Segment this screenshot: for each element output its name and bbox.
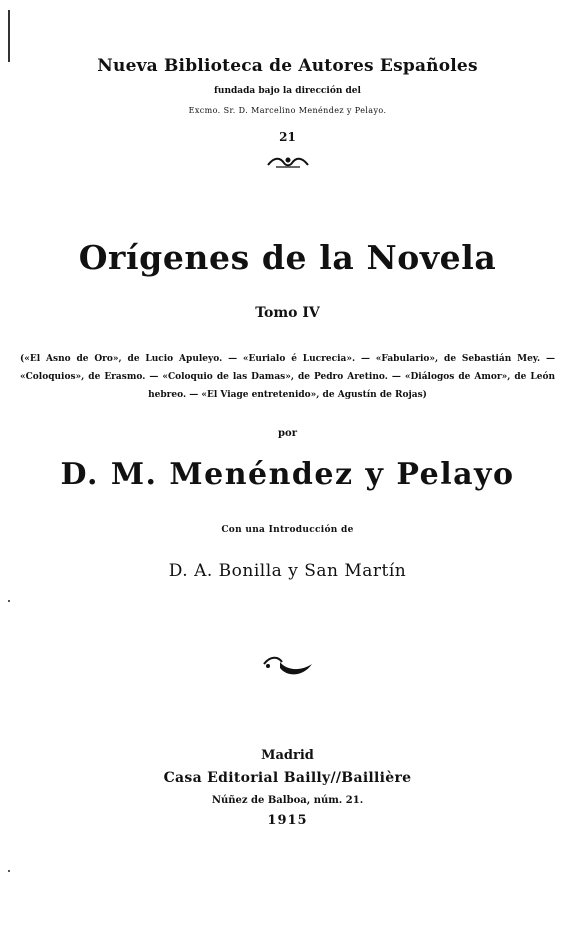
book-title: Orígenes de la Novela [78,238,497,277]
by-label: por [278,428,297,439]
margin-mark [8,10,10,62]
editor-name: D. A. Bonilla y San Martín [168,561,407,581]
imprint-city: Madrid [261,748,314,763]
margin-speck [8,600,10,602]
author-name: D. M. Menéndez y Pelayo [60,457,515,492]
volume-label: Tomo IV [255,305,320,321]
imprint-address: Núñez de Balboa, núm. 21. [211,795,364,806]
imprint-year: 1915 [267,813,308,828]
series-title: Nueva Biblioteca de Autores Españoles [97,56,478,76]
series-number: 21 [279,130,296,144]
series-subtitle: fundada bajo la dirección del [214,86,361,96]
series-director: Excmo. Sr. D. Marcelino Menéndez y Pelayo. [188,106,387,115]
imprint-publisher: Casa Editorial Bailly//Baillière [163,770,412,786]
margin-speck [8,870,10,872]
introduction-label: Con una Introducción de [221,525,354,535]
fleuron-icon [0,154,575,174]
contents-list: («El Asno de Oro», de Lucio Apuleyo. — «Eurialo é Lucrecia». — «Fabulario», de Sebastián Mey. — «Coloquios», de Erasmo. — «Coloquio de las Damas», de Pedro Aretino. — «Diálogos de Amor», de León hebreo. — «El Viage entretenido», de Agustín de Rojas) [20,354,555,400]
hand-fleuron-icon [0,650,575,684]
